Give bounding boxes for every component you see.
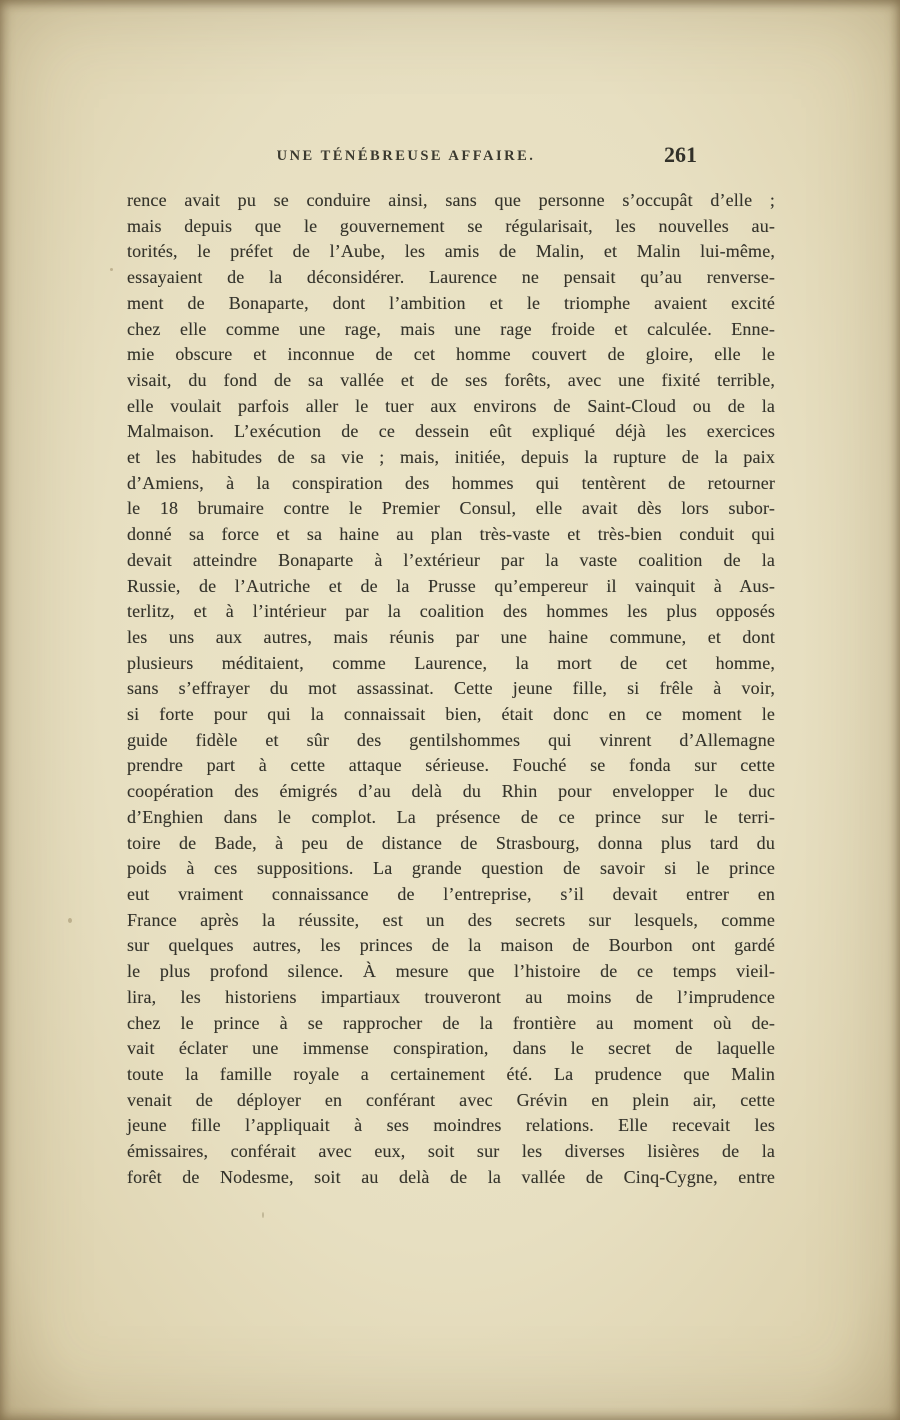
text-line: prendre part à cette attaque sérieuse. Fouché se fonda sur cette [127,755,775,776]
text-line: Russie, de l’Autriche et de la Prusse qu’empereur il vainquit à Aus- [127,575,775,596]
text-line: coopération des émigrés d’au delà du Rhin pour envelopper le duc [127,781,775,802]
text-line: et les habitudes de sa vie ; mais, initiée, depuis la rupture de la paix [127,447,775,468]
text-line: poids à ces suppositions. La grande question de savoir si le prince [127,858,775,879]
text-line: devait atteindre Bonaparte à l’extérieur par la vaste coalition de la [127,549,775,570]
text-line: toute la famille royale a certainement été. La prudence que Malin [127,1063,775,1084]
text-line: France après la réussite, est un des secrets sur lesquels, comme [127,909,775,930]
text-line: d’Amiens, à la conspiration des hommes qui tentèrent de retourner [127,472,775,493]
text-line: eut vraiment connaissance de l’entreprise, s’il devait entrer en [127,883,775,904]
running-header [127,142,775,176]
text-line: jeune fille l’appliquait à ses moindres relations. Elle recevait les [127,1115,775,1136]
text-line: mie obscure et inconnue de cet homme couvert de gloire, elle le [127,344,775,365]
paper-speck [262,1212,264,1218]
text-line: lira, les historiens impartiaux trouveront au moins de l’imprudence [127,986,775,1007]
text-line: si forte pour qui la connaissait bien, était donc en ce moment le [127,704,775,725]
running-header-title: UNE TÉNÉBREUSE AFFAIRE. [276,148,536,164]
text-line: torités, le préfet de l’Aube, les amis de Malin, et Malin lui-même, [127,241,775,262]
text-line: vait éclater une immense conspiration, dans le secret de laquelle [127,1038,775,1059]
text-line: terlitz, et à l’intérieur par la coalition des hommes les plus opposés [127,601,775,622]
text-line: mais depuis que le gouvernement se régularisait, les nouvelles au- [127,215,775,236]
text-line: chez elle comme une rage, mais une rage froide et calculée. Enne- [127,318,775,339]
text-line: essayaient de la déconsidérer. Laurence ne pensait qu’au renverse- [127,267,775,288]
text-line: guide fidèle et sûr des gentilshommes qui vinrent d’Allemagne [127,729,775,750]
body-text [127,188,775,1190]
text-line: venait de déployer en conférant avec Grévin en plein air, cette [127,1089,775,1110]
text-line: ment de Bonaparte, dont l’ambition et le triomphe avaient excité [127,292,775,313]
text-line: rence avait pu se conduire ainsi, sans que personne s’occupât d’elle ; [127,190,775,210]
text-line: visait, du fond de sa vallée et de ses forêts, avec une fixité terrible, [127,369,775,390]
text-line: chez le prince à se rapprocher de la frontière au moment où de- [127,1012,775,1033]
page-number: 261 [664,142,697,167]
text-line: Malmaison. L’exécution de ce dessein eût expliqué déjà les exercices [127,421,775,442]
text-line: plusieurs méditaient, comme Laurence, la mort de cet homme, [127,652,775,673]
text-line: toire de Bade, à peu de distance de Strasbourg, donna plus tard du [127,832,775,853]
paper-speck [68,918,72,923]
text-line: sans s’effrayer du mot assassinat. Cette jeune fille, si frêle à voir, [127,678,775,699]
text-line: donné sa force et sa haine au plan très-vaste et très-bien conduit qui [127,524,775,545]
text-line: sur quelques autres, les princes de la maison de Bourbon ont gardé [127,935,775,956]
text-line: émissaires, conférait avec eux, soit sur les diverses lisières de la [127,1141,775,1162]
paper-speck [110,268,113,271]
text-line: le 18 brumaire contre le Premier Consul, elle avait dès lors subor- [127,498,775,519]
text-line: les uns aux autres, mais réunis par une haine commune, et dont [127,626,775,647]
text-line: le plus profond silence. À mesure que l’histoire de ce temps vieil- [127,961,775,982]
text-line: elle voulait parfois aller le tuer aux environs de Saint-Cloud ou de la [127,395,775,416]
text-column [127,142,775,1190]
text-line: d’Enghien dans le complot. La présence de ce prince sur le terri- [127,806,775,827]
text-line: forêt de Nodesme, soit au delà de la vallée de Cinq-Cygne, entre [127,1166,775,1187]
